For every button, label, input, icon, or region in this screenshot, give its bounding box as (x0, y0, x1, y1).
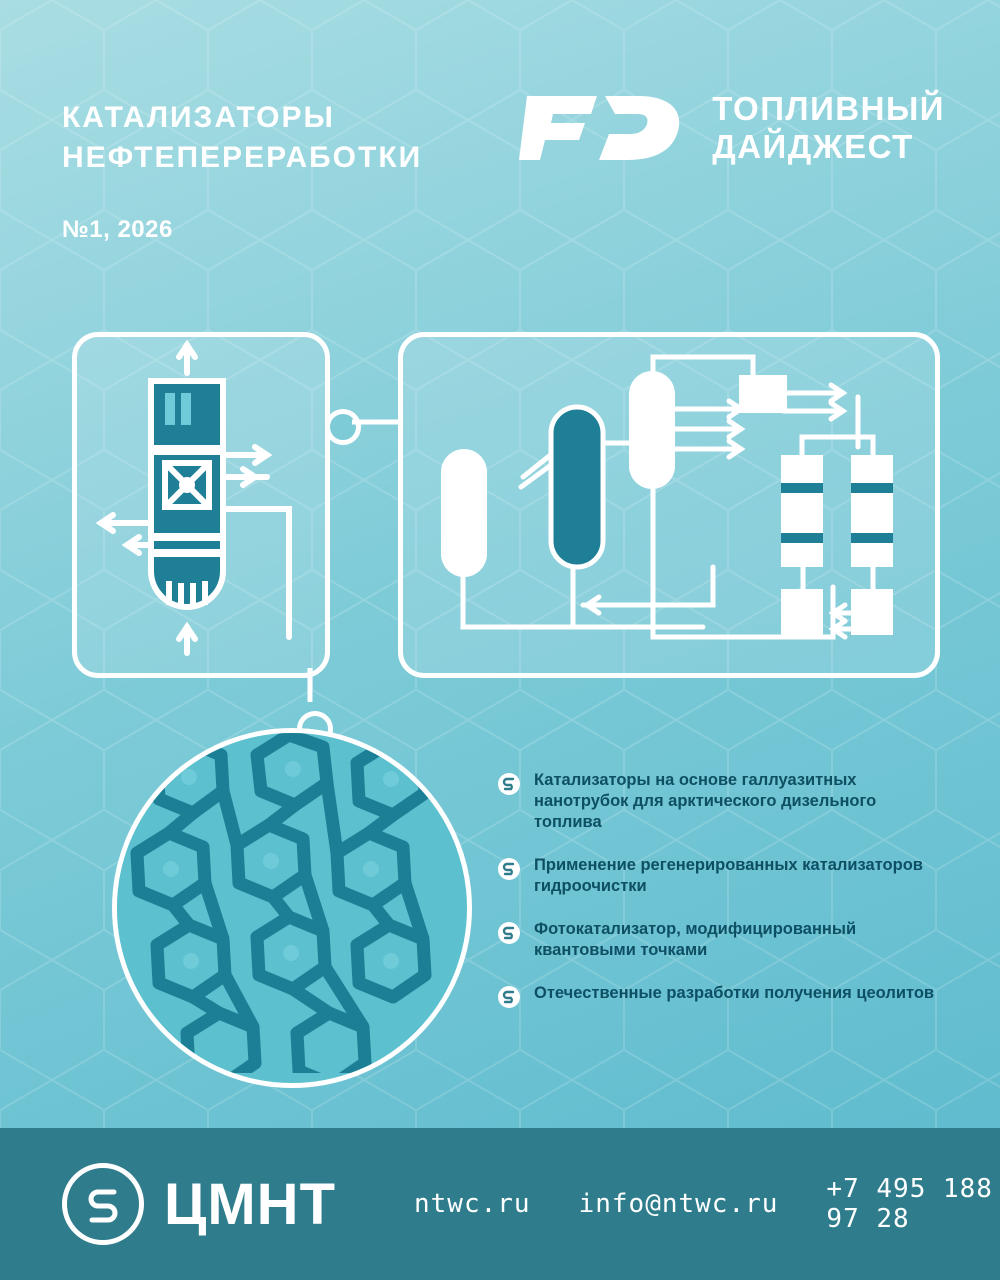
connector-node-top (325, 409, 361, 445)
email-link[interactable]: info@ntwc.ru (578, 1189, 779, 1219)
list-item (498, 919, 948, 961)
spiral-s-icon (62, 1163, 144, 1245)
topic-text: Катализаторы на основе галлуазитных нанотрубок для арктического дизельного топлива (534, 771, 877, 831)
topics-list (498, 770, 948, 1030)
zeolite-lattice (117, 733, 457, 1073)
cover-title-block (62, 98, 522, 244)
organization-name: ЦМНТ (164, 1171, 336, 1237)
spiral-s-icon (498, 858, 520, 880)
reactor-schematic (77, 337, 315, 663)
spiral-s-icon (498, 922, 520, 944)
website-link[interactable]: ntwc.ru (414, 1189, 531, 1219)
list-item (498, 770, 948, 833)
footer-contacts (414, 1174, 1000, 1234)
zeolite-structure-illustration (112, 728, 472, 1088)
spiral-s-icon (498, 986, 520, 1008)
topic-text: Отечественные разработки получения цеолитов (534, 984, 935, 1002)
brand-name-line-2: ДАЙДЖЕСТ (712, 128, 914, 165)
organization-logo (62, 1163, 336, 1245)
issue-number: №1, 2026 (62, 216, 173, 243)
list-item (498, 855, 948, 897)
list-item (498, 983, 948, 1008)
topic-text: Применение регенерированных катализаторов гидроочистки (534, 856, 923, 895)
reactor-diagram-panel (72, 332, 330, 678)
spiral-s-icon (498, 773, 520, 795)
brand-name-line-1: ТОПЛИВНЫЙ (712, 90, 945, 127)
page-title-line-1: КАТАЛИЗАТОРЫ (62, 101, 335, 134)
footer-bar (0, 1128, 1000, 1280)
refinery-flow-schematic (403, 337, 925, 663)
refinery-flow-panel (398, 332, 940, 678)
fd-monogram-icon (519, 88, 694, 168)
brand-name (712, 90, 945, 166)
phone-number[interactable]: +7 495 188 97 28 (826, 1174, 993, 1234)
brand-logo (519, 88, 945, 168)
topic-text: Фотокатализатор, модифицированный квантовыми точками (534, 920, 857, 959)
page-title-line-2: НЕФТЕПЕРЕРАБОТКИ (62, 141, 423, 174)
